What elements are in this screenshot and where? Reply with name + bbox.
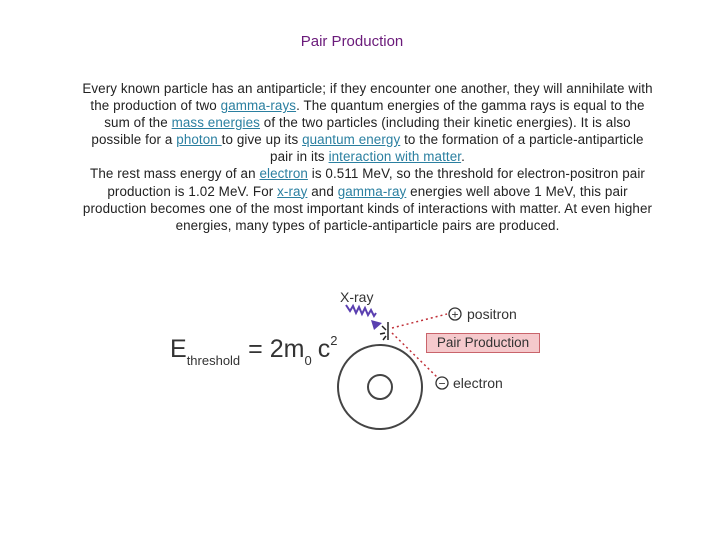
threshold-formula bbox=[170, 333, 338, 368]
xray-label: X-ray bbox=[340, 289, 374, 305]
text: . The quantum energies of the gamma rays is equal to the sum of the bbox=[104, 98, 645, 131]
nucleus-circle bbox=[368, 375, 392, 399]
atom-outer-orbit bbox=[338, 345, 422, 429]
electron-label: electron bbox=[453, 375, 503, 391]
text: . bbox=[461, 149, 465, 165]
text: of the two particles (including their kinetic energies). It is also possible for a bbox=[91, 115, 631, 148]
minus-sign: − bbox=[438, 376, 446, 391]
text: to give up its bbox=[221, 132, 303, 148]
mass-energies-link[interactable]: mass energies bbox=[171, 115, 260, 131]
interaction-point-icon bbox=[380, 322, 388, 340]
pair-production-label: Pair Production bbox=[426, 333, 540, 353]
x-ray-link[interactable]: x-ray bbox=[277, 183, 308, 199]
page-title: Pair Production bbox=[300, 33, 404, 50]
formula-exponent: 2 bbox=[330, 333, 338, 348]
text: to the formation of a particle-antiparticle pair in its bbox=[270, 132, 644, 165]
text: Every known particle has an antiparticle; if they encounter one another, they will annihilate with the production of two bbox=[82, 81, 653, 114]
formula-equals-2m: = 2m bbox=[248, 335, 305, 363]
formula-e: E bbox=[170, 335, 187, 363]
xray-arrowhead-icon bbox=[371, 320, 382, 330]
text: The rest mass energy of an bbox=[90, 166, 260, 182]
electron-link[interactable]: electron bbox=[259, 166, 308, 182]
xray-wave-icon bbox=[346, 305, 376, 316]
formula-c: c bbox=[317, 335, 331, 363]
quantum-energy-link[interactable]: quantum energy bbox=[302, 132, 401, 148]
formula-zero-sub: 0 bbox=[304, 353, 312, 368]
photon-link[interactable]: photon bbox=[176, 132, 222, 148]
positron-trajectory bbox=[392, 314, 447, 328]
interaction-with-matter-link[interactable]: interaction with matter bbox=[328, 149, 462, 165]
text: energies well above 1 MeV, this pair production becomes one of the most important kinds of interactions with matter. At even higher energies, many types of particle-antiparticle pairs are produced. bbox=[82, 183, 653, 233]
formula-threshold-sub: threshold bbox=[186, 353, 241, 368]
positron-label: positron bbox=[467, 306, 517, 322]
text: and bbox=[307, 183, 338, 199]
text: is 0.511 MeV, so the threshold for electron-positron pair production is 1.02 MeV. For bbox=[107, 166, 645, 199]
gamma-ray-link[interactable]: gamma-ray bbox=[337, 183, 407, 199]
plus-sign: + bbox=[451, 307, 459, 322]
gamma-rays-link[interactable]: gamma-rays bbox=[220, 98, 297, 114]
